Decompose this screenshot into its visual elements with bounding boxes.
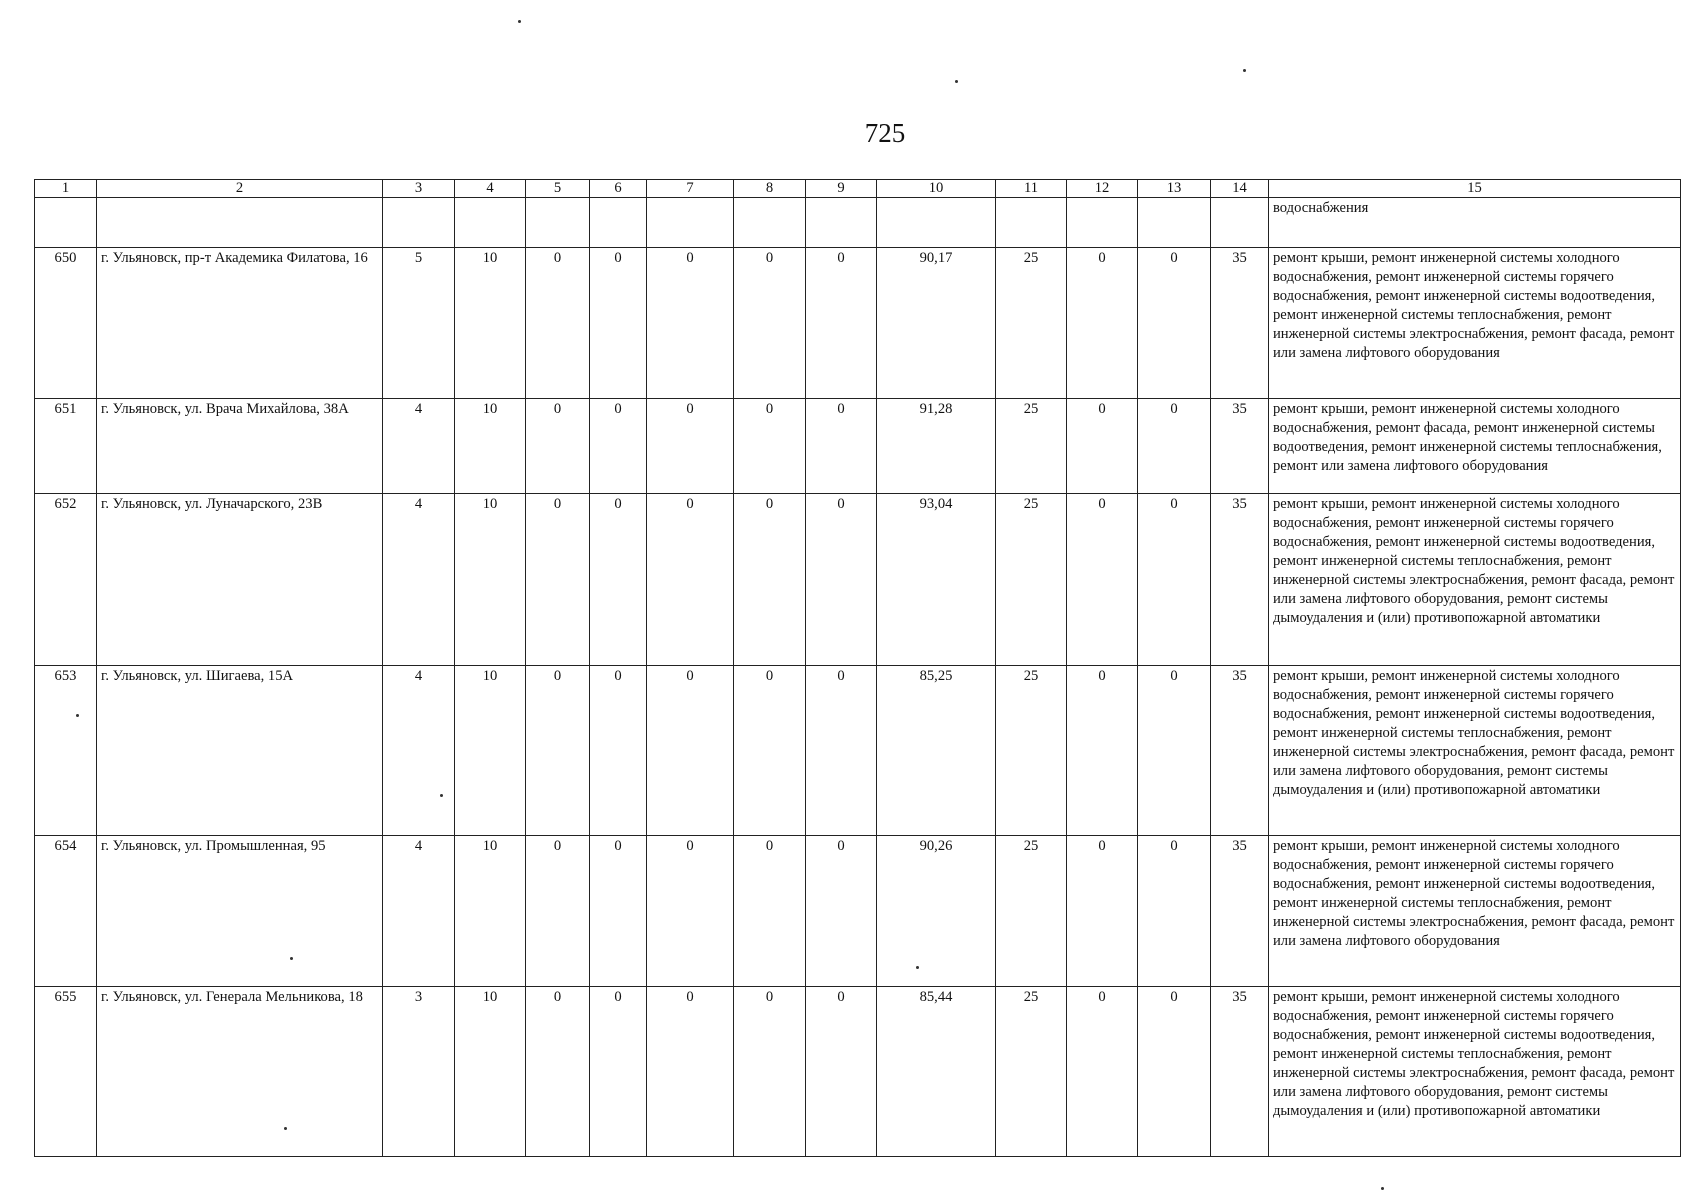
col-10: 93,04 [877,494,996,666]
col-3: 3 [383,987,455,1157]
row-number: 653 [35,666,97,836]
address: г. Ульяновск, ул. Шигаева, 15А [97,666,383,836]
col-7: 0 [647,248,734,399]
address: г. Ульяновск, пр-т Академика Филатова, 16 [97,248,383,399]
col-4: 10 [455,987,526,1157]
scan-speck [1243,69,1246,72]
scan-speck [955,80,958,83]
col-12: 0 [1067,494,1138,666]
col-14: 35 [1211,987,1269,1157]
table-row [35,666,1681,836]
col-header: 13 [1138,180,1211,198]
col-12: 0 [1067,836,1138,987]
col-10: 85,44 [877,987,996,1157]
col-header: 1 [35,180,97,198]
col-header: 3 [383,180,455,198]
address: г. Ульяновск, ул. Луначарского, 23В [97,494,383,666]
table-row [35,836,1681,987]
header-row [35,180,1681,198]
col-14: 35 [1211,248,1269,399]
scan-speck [1381,1187,1384,1190]
table-row [35,399,1681,494]
col-11: 25 [996,666,1067,836]
col-7: 0 [647,399,734,494]
repair-works: ремонт крыши, ремонт инженерной системы холодного водоснабжения, ремонт инженерной системы горячего водоснабжения, ремонт инженерной системы водоотведения, ремонт инженерной системы теплоснабжения, ремонт инженерной системы электроснабжения, ремонт фасада, ремонт или замена лифтового оборудования, ремонт системы дымоудаления и (или) противопожарной автоматики [1269,666,1681,836]
address: г. Ульяновск, ул. Промышленная, 95 [97,836,383,987]
col-header: 6 [590,180,647,198]
col-14: 35 [1211,399,1269,494]
row-number: 652 [35,494,97,666]
col-7: 0 [647,836,734,987]
col-header: 4 [455,180,526,198]
col-header: 5 [526,180,590,198]
col-10: 90,17 [877,248,996,399]
col-9: 0 [806,836,877,987]
col-header: 9 [806,180,877,198]
col-4: 10 [455,399,526,494]
col-header: 14 [1211,180,1269,198]
col-5: 0 [526,399,590,494]
col-header: 12 [1067,180,1138,198]
col-14: 35 [1211,836,1269,987]
repair-works: ремонт крыши, ремонт инженерной системы холодного водоснабжения, ремонт фасада, ремонт инженерной системы водоотведения, ремонт инженерной системы теплоснабжения, ремонт или замена лифтового оборудования [1269,399,1681,494]
col-8: 0 [734,494,806,666]
col-11: 25 [996,987,1067,1157]
table-row [35,248,1681,399]
col-6: 0 [590,666,647,836]
col-9: 0 [806,666,877,836]
col-4: 10 [455,836,526,987]
col-12: 0 [1067,987,1138,1157]
col-9: 0 [806,248,877,399]
col-3: 4 [383,836,455,987]
repair-schedule-table [34,179,1681,1157]
repair-works: ремонт крыши, ремонт инженерной системы холодного водоснабжения, ремонт инженерной системы горячего водоснабжения, ремонт инженерной системы водоотведения, ремонт инженерной системы теплоснабжения, ремонт инженерной системы электроснабжения, ремонт фасада, ремонт или замена лифтового оборудования [1269,836,1681,987]
col-header: 2 [97,180,383,198]
col-6: 0 [590,399,647,494]
col-13: 0 [1138,248,1211,399]
col-10: 91,28 [877,399,996,494]
col-13: 0 [1138,494,1211,666]
row-number: 651 [35,399,97,494]
col-header: 15 [1269,180,1681,198]
repair-works: ремонт крыши, ремонт инженерной системы холодного водоснабжения, ремонт инженерной системы горячего водоснабжения, ремонт инженерной системы водоотведения, ремонт инженерной системы теплоснабжения, ремонт инженерной системы электроснабжения, ремонт фасада, ремонт или замена лифтового оборудования, ремонт системы дымоудаления и (или) противопожарной автоматики [1269,987,1681,1157]
col-14: 35 [1211,494,1269,666]
page-number: 725 [864,118,906,148]
col-3: 5 [383,248,455,399]
col-9: 0 [806,494,877,666]
col-8: 0 [734,836,806,987]
address: г. Ульяновск, ул. Генерала Мельникова, 18 [97,987,383,1157]
col-4: 10 [455,666,526,836]
col-12: 0 [1067,248,1138,399]
row-number: 654 [35,836,97,987]
col-3: 4 [383,399,455,494]
col-11: 25 [996,836,1067,987]
address: г. Ульяновск, ул. Врача Михайлова, 38А [97,399,383,494]
col-13: 0 [1138,987,1211,1157]
col-8: 0 [734,399,806,494]
col-5: 0 [526,987,590,1157]
continuation-row [35,198,1681,248]
col-6: 0 [590,494,647,666]
col-4: 10 [455,494,526,666]
col-14: 35 [1211,666,1269,836]
col-header: 10 [877,180,996,198]
col-10: 90,26 [877,836,996,987]
col-6: 0 [590,836,647,987]
table-row [35,494,1681,666]
col-6: 0 [590,248,647,399]
col-7: 0 [647,494,734,666]
table-row [35,987,1681,1157]
col-12: 0 [1067,399,1138,494]
col-9: 0 [806,987,877,1157]
col-10: 85,25 [877,666,996,836]
col-13: 0 [1138,399,1211,494]
col-header: 11 [996,180,1067,198]
col-header: 7 [647,180,734,198]
col-11: 25 [996,399,1067,494]
col-5: 0 [526,666,590,836]
col-12: 0 [1067,666,1138,836]
col-4: 10 [455,248,526,399]
col-8: 0 [734,987,806,1157]
col-7: 0 [647,987,734,1157]
scan-speck [518,20,521,23]
repair-works: ремонт крыши, ремонт инженерной системы холодного водоснабжения, ремонт инженерной системы горячего водоснабжения, ремонт инженерной системы водоотведения, ремонт инженерной системы теплоснабжения, ремонт инженерной системы электроснабжения, ремонт фасада, ремонт или замена лифтового оборудования [1269,248,1681,399]
col-5: 0 [526,248,590,399]
column-number-header [35,180,1681,198]
row-number: 655 [35,987,97,1157]
col-11: 25 [996,248,1067,399]
col-13: 0 [1138,666,1211,836]
col-7: 0 [647,666,734,836]
col-8: 0 [734,666,806,836]
continuation-text: водоснабжения [1269,198,1681,248]
col-13: 0 [1138,836,1211,987]
col-5: 0 [526,836,590,987]
col-9: 0 [806,399,877,494]
col-8: 0 [734,248,806,399]
col-11: 25 [996,494,1067,666]
col-header: 8 [734,180,806,198]
row-number: 650 [35,248,97,399]
col-3: 4 [383,666,455,836]
repair-works: ремонт крыши, ремонт инженерной системы холодного водоснабжения, ремонт инженерной системы горячего водоснабжения, ремонт инженерной системы водоотведения, ремонт инженерной системы теплоснабжения, ремонт инженерной системы электроснабжения, ремонт фасада, ремонт или замена лифтового оборудования, ремонт системы дымоудаления и (или) противопожарной автоматики [1269,494,1681,666]
col-3: 4 [383,494,455,666]
col-6: 0 [590,987,647,1157]
col-5: 0 [526,494,590,666]
